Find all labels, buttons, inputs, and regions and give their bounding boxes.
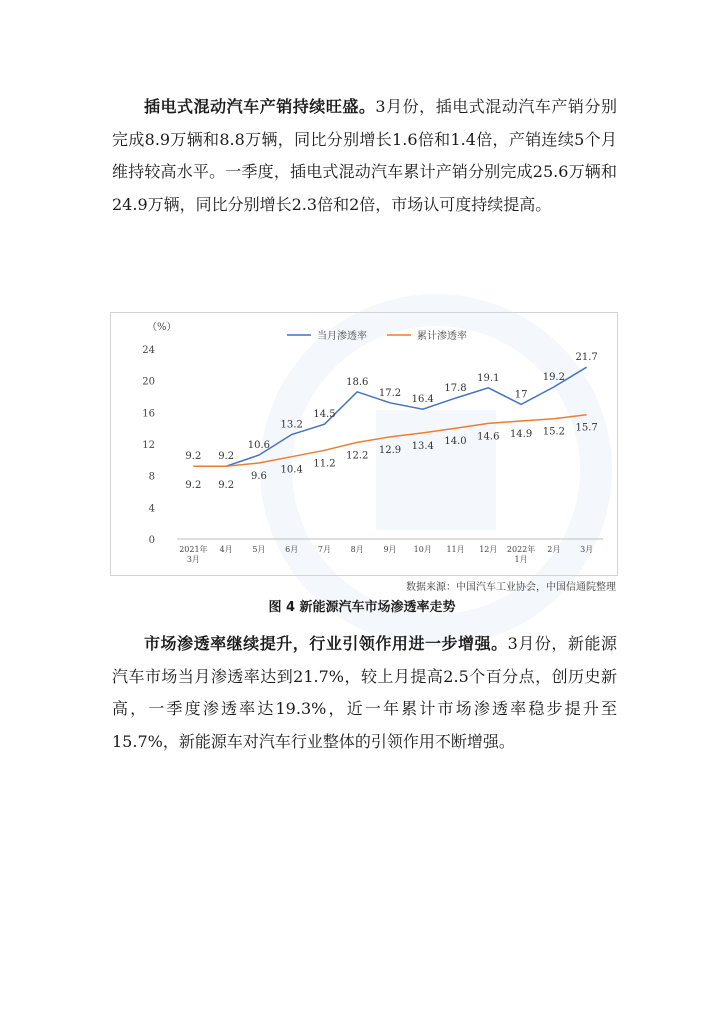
paragraph-phev <box>112 91 617 221</box>
penetration-chart <box>110 312 618 576</box>
y-tick-label: 8 <box>148 471 155 483</box>
data-label-cumulative: 13.4 <box>411 440 434 452</box>
paragraph-penetration <box>112 628 617 758</box>
legend-label: 累计渗透率 <box>417 331 467 342</box>
data-label-monthly: 18.6 <box>346 376 369 388</box>
y-tick-label: 4 <box>148 503 155 515</box>
x-tick-label: 8月 <box>350 545 364 554</box>
x-tick-label: 9月 <box>383 545 397 554</box>
data-label-cumulative: 10.4 <box>280 464 303 476</box>
data-label-cumulative: 14.9 <box>509 429 533 441</box>
data-label-monthly: 17.2 <box>378 387 402 399</box>
data-label-monthly: 19.1 <box>477 372 500 384</box>
y-axis-label: （%） <box>147 322 177 333</box>
data-label-monthly: 9.2 <box>185 451 202 463</box>
data-label-monthly: 13.2 <box>280 419 303 431</box>
data-label-cumulative: 9.2 <box>218 480 235 492</box>
x-tick-label: 2021年 <box>179 545 208 554</box>
x-tick-label: 5月 <box>252 545 266 554</box>
data-label-cumulative: 9.2 <box>185 480 202 492</box>
data-label-cumulative: 11.2 <box>313 458 336 470</box>
figure-source: 数据来源：中国汽车工业协会，中国信通院整理 <box>406 582 616 593</box>
paragraph-body: 3月份，插电式混动汽车产销分别完成8.9万辆和8.8万辆，同比分别增长1.6倍和1.4倍，产销连续5个月维持较高水平。一季度，插电式混动汽车累计产销分别完成25.6万辆和24.9万辆，同比分别增长2.3倍和2倍，市场认可度持续提高。 <box>112 97 617 214</box>
x-tick-label: 10月 <box>413 545 432 554</box>
data-label-cumulative: 15.2 <box>542 426 565 438</box>
x-tick-label: 6月 <box>285 545 299 554</box>
data-label-monthly: 9.2 <box>218 451 235 463</box>
data-label-monthly: 19.2 <box>542 372 565 383</box>
y-tick-label: 16 <box>142 408 155 420</box>
data-label-monthly: 14.5 <box>313 409 336 421</box>
chart-svg <box>111 313 619 577</box>
x-tick-label: 3月 <box>580 545 594 554</box>
x-tick-label: 3月 <box>186 555 200 564</box>
data-label-monthly: 10.6 <box>247 440 271 452</box>
y-tick-label: 20 <box>142 376 155 388</box>
data-label-monthly: 21.7 <box>575 352 598 364</box>
data-label-monthly: 17 <box>514 389 528 401</box>
data-label-cumulative: 9.6 <box>250 471 267 482</box>
data-label-cumulative: 15.7 <box>575 422 598 434</box>
x-tick-label: 2022年 <box>506 545 536 554</box>
y-tick-label: 0 <box>148 535 155 546</box>
data-label-cumulative: 14.0 <box>444 436 467 448</box>
data-label-cumulative: 12.2 <box>346 450 369 462</box>
paragraph-lead: 市场渗透率继续提升，行业引领作用进一步增强。 <box>144 634 508 653</box>
x-tick-label: 11月 <box>446 545 465 554</box>
y-tick-label: 12 <box>142 440 155 451</box>
x-tick-label: 1月 <box>514 555 528 564</box>
x-tick-label: 2月 <box>547 545 561 554</box>
legend-label: 当月渗透率 <box>317 331 367 342</box>
paragraph-lead: 插电式混动汽车产销持续旺盛。 <box>144 97 376 116</box>
data-label-cumulative: 14.6 <box>477 431 500 443</box>
x-tick-label: 7月 <box>317 545 332 554</box>
data-label-monthly: 17.8 <box>444 383 467 395</box>
paragraph-body: 3月份，新能源汽车市场当月渗透率达到21.7%，较上月提高2.5个百分点，创历史新高，一季度渗透率达19.3%，近一年累计市场渗透率稳步提升至15.7%，新能源车对汽车行业整体的引领作用不断增强。 <box>112 634 617 751</box>
figure-caption: 图 4 新能源汽车市场渗透率走势 <box>268 600 456 615</box>
x-tick-label: 4月 <box>219 545 233 554</box>
x-tick-label: 12月 <box>479 545 498 554</box>
data-label-monthly: 16.4 <box>411 394 434 406</box>
y-tick-label: 24 <box>142 345 155 356</box>
data-label-cumulative: 12.9 <box>378 444 402 456</box>
